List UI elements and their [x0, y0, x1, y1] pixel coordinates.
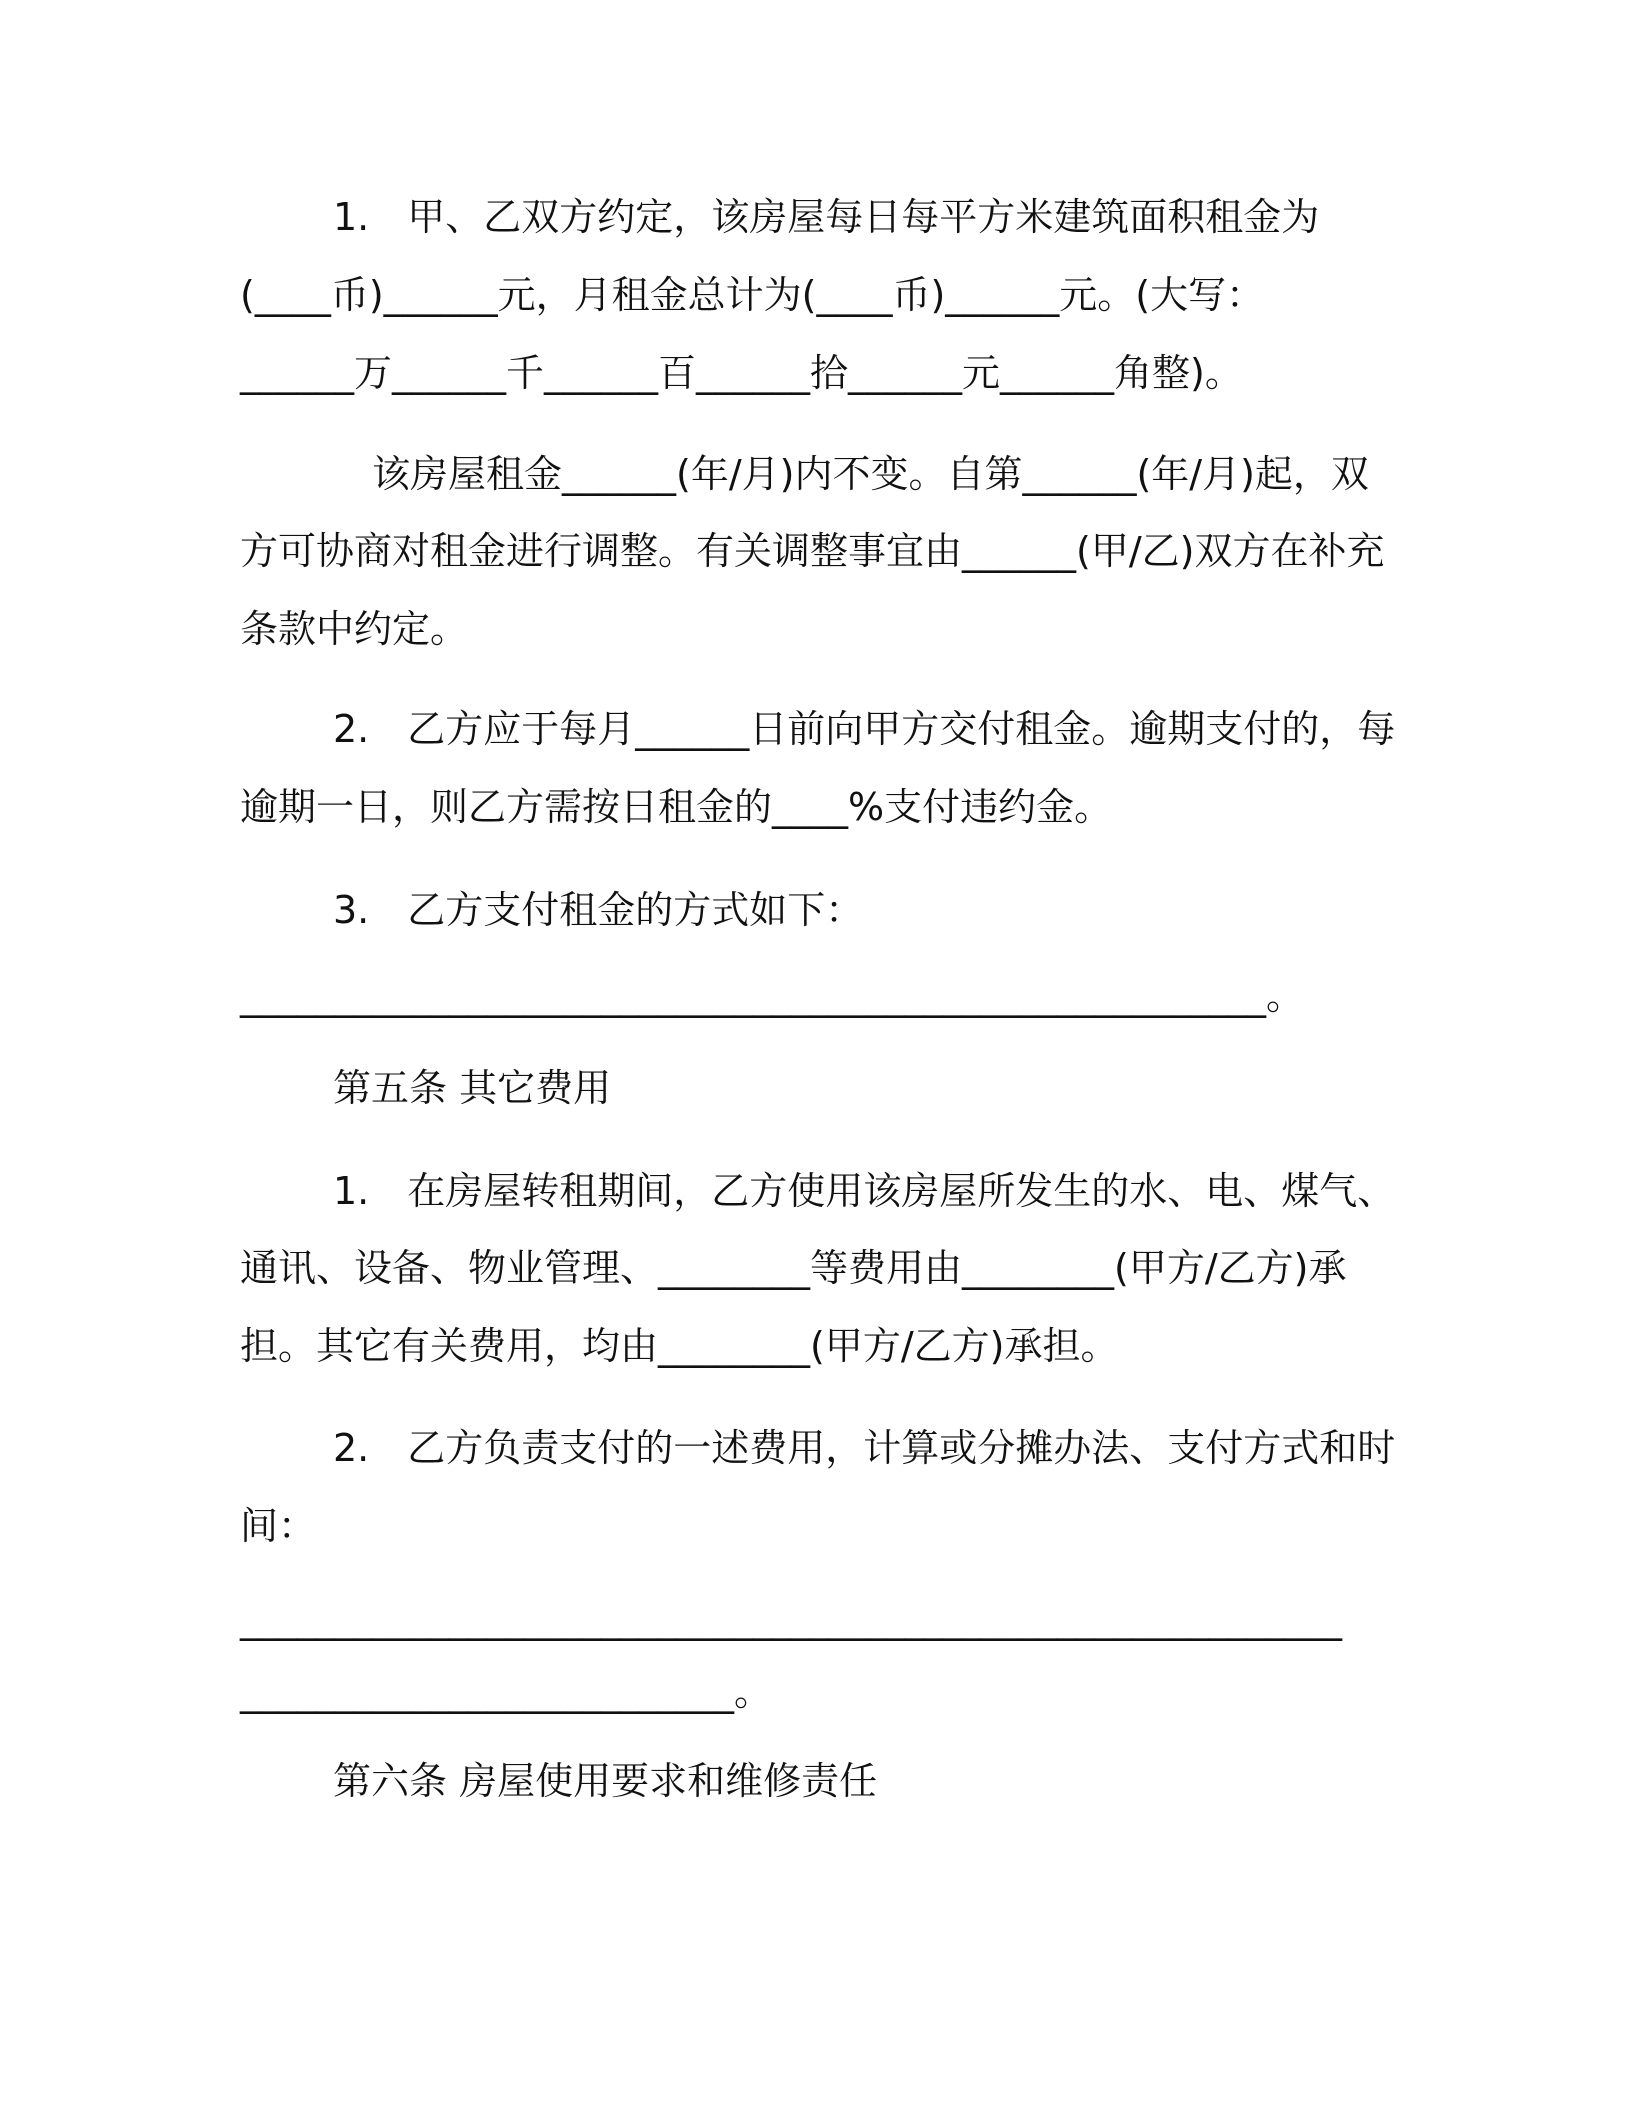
rent-note-line1: 该房屋租金______(年/月)内不变。自第______(年/月)起，双	[372, 452, 1369, 496]
clause5-item2-line2: 间：	[240, 1504, 317, 1548]
clause5-item2-line1: 2. 乙方负责支付的一述费用，计算或分摊办法、支付方式和时	[333, 1426, 1396, 1470]
clause4-item2-line1: 2. 乙方应于每月______日前向甲方交付租金。逾期支付的，每	[333, 707, 1396, 751]
clause5-heading: 第五条 其它费用	[333, 1066, 612, 1110]
clause4-item3-line1: 3. 乙方支付租金的方式如下：	[333, 888, 864, 932]
clause4-item1-line3: ______万______千______百______拾______元______角整)。	[240, 351, 1243, 395]
clause6-heading: 第六条 房屋使用要求和维修责任	[333, 1759, 878, 1803]
rent-note-line3: 条款中约定。	[240, 607, 469, 651]
clause5-item2-line3: __________________________________________________________	[240, 1597, 1342, 1641]
clause4-item1-line2: (____币)______元，月租金总计为(____币)______元。(大写：	[240, 273, 1265, 317]
clause5-item2-line4: __________________________。	[240, 1670, 773, 1714]
clause4-item1-line1: 1. 甲、乙双方约定，该房屋每日每平方米建筑面积租金为	[333, 195, 1320, 239]
clause5-item1-line1: 1. 在房屋转租期间，乙方使用该房屋所发生的水、电、煤气、	[333, 1169, 1396, 1213]
rent-note-line2: 方可协商对租金进行调整。有关调整事宜由______(甲/乙)双方在补充	[240, 529, 1385, 573]
clause4-item3-line2: ______________________________________________________。	[240, 974, 1305, 1018]
clause5-item1-line2: 通讯、设备、物业管理、________等费用由________(甲方/乙方)承	[240, 1246, 1347, 1290]
clause4-item2-line2: 逾期一日，则乙方需按日租金的____%支付违约金。	[240, 785, 1113, 829]
clause5-item1-line3: 担。其它有关费用，均由________(甲方/乙方)承担。	[240, 1324, 1119, 1368]
